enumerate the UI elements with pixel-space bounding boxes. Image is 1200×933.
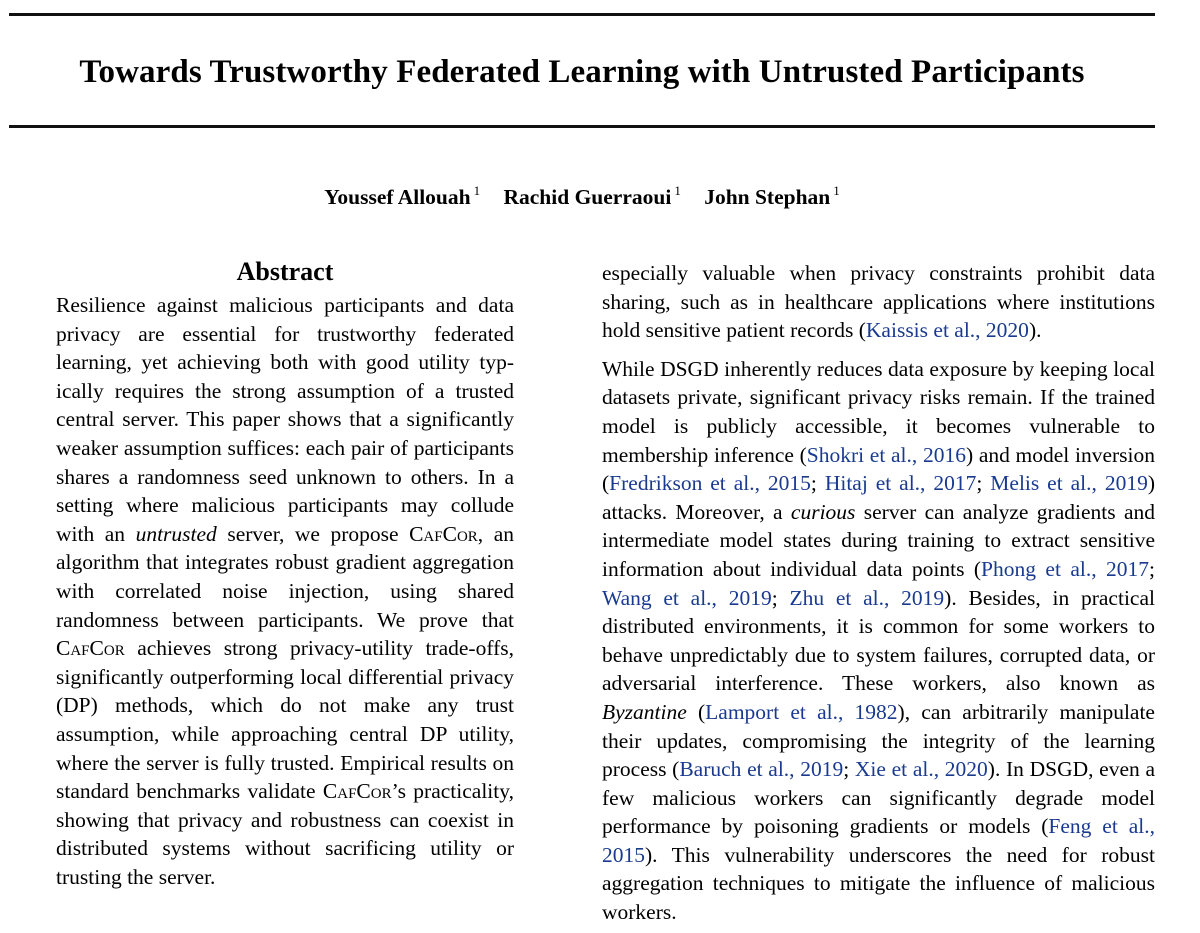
intro-paragraph-1 bbox=[602, 259, 1155, 345]
body-text: especially valuable when privacy constraints prohibit data sharing, such as in healthcare applications where institutions hold sensitive patient records ( bbox=[602, 261, 1155, 343]
abstract-text: server, we propose bbox=[216, 521, 410, 546]
algorithm-name: CafCor bbox=[56, 636, 125, 661]
body-text: While DSGD inherently reduces data exposure by keeping local datasets private, significant privacy risks remain. If the trained model is publicly accessible, it becomes vulnerable to membership inference ( bbox=[602, 356, 1155, 467]
body-emphasis: Byzantine bbox=[602, 699, 687, 724]
abstract-body bbox=[56, 291, 514, 891]
abstract-text: achieves strong privacy-utility trade-offs, significantly outperforming local differential privacy (DP) methods, which do not make any trust assumption, while approaching central DP utility, where the server is fully trusted. Empirical results on standard benchmarks validate bbox=[56, 636, 514, 804]
author-name: John Stephan bbox=[704, 185, 831, 209]
body-text: ; bbox=[1149, 556, 1155, 581]
body-text: ). In DSGD, even a few malicious workers can significantly degrade model performance by poisoning gradients or models ( bbox=[602, 757, 1155, 839]
citation-link[interactable]: Phong et al., 2017 bbox=[981, 556, 1149, 581]
title-rule-top bbox=[9, 13, 1155, 16]
author-name: Rachid Guerraoui bbox=[503, 185, 672, 209]
affiliation-mark: 1 bbox=[833, 183, 840, 198]
citation-link[interactable]: Xie et al., 2020 bbox=[854, 757, 988, 782]
citation-link[interactable]: Hitaj et al., 2017 bbox=[824, 471, 977, 496]
body-text: ; bbox=[810, 471, 825, 496]
author-list bbox=[0, 176, 1164, 212]
algorithm-name: CafCor bbox=[322, 779, 392, 804]
body-text: server can analyze gradients and intermediate model states during training to extract sensitive information about individual data points ( bbox=[602, 499, 1155, 581]
body-text: ). This vulnerability underscores the need for robust aggregation techniques to mitigate the influence of malicious workers. bbox=[602, 842, 1155, 925]
citation-link[interactable]: Zhu et al., 2019 bbox=[789, 585, 945, 610]
citation-link[interactable]: Feng et al., 2015 bbox=[602, 814, 1155, 867]
abstract-text: ’s practicality, showing that privacy and robustness can coexist in distributed systems without sacrificing utility or trusting the server. bbox=[56, 779, 514, 889]
citation-link[interactable]: Wang et al., 2019 bbox=[602, 585, 772, 610]
body-text: ( bbox=[686, 699, 706, 724]
body-text: ) attacks. Moreover, a bbox=[602, 471, 1155, 524]
citation-link[interactable]: Melis et al., 2019 bbox=[990, 471, 1148, 496]
citation-link[interactable]: Fredrikson et al., 2015 bbox=[609, 471, 811, 496]
intro-column bbox=[602, 259, 1155, 927]
citation-link[interactable]: Shokri et al., 2016 bbox=[806, 442, 966, 467]
author-1 bbox=[324, 176, 480, 212]
body-text: ). Besides, in practical distributed environments, it is common for some workers to behave unpredictably due to system failures, corrupted data, or adversarial interference. These workers, also known as bbox=[602, 585, 1155, 696]
intro-paragraph-2 bbox=[602, 355, 1155, 927]
body-text: ). bbox=[1028, 318, 1042, 343]
citation-link[interactable]: Kaissis et al., 2020 bbox=[865, 318, 1029, 343]
citation-link[interactable]: Baruch et al., 2019 bbox=[679, 757, 844, 782]
body-text: ; bbox=[976, 471, 991, 496]
abstract-heading: Abstract bbox=[236, 257, 334, 286]
title-rule-bottom bbox=[9, 125, 1155, 128]
body-text: ) and model inversion ( bbox=[602, 442, 1155, 496]
abstract-text: , an algorithm that integrates robust gradient aggregation with correlated noise injection, using shared randomness between participants. We prove that bbox=[56, 521, 514, 632]
algorithm-name: CafCor bbox=[409, 521, 478, 546]
affiliation-mark: 1 bbox=[674, 183, 681, 198]
affiliation-mark: 1 bbox=[473, 183, 481, 198]
author-2 bbox=[503, 176, 680, 212]
paper-title: Towards Trustworthy Federated Learning with Untrusted Participants bbox=[79, 54, 1085, 90]
body-text: ; bbox=[843, 757, 855, 782]
body-text: ), can arbitrarily manipulate their updates, compromising the integrity of the learning process ( bbox=[602, 699, 1155, 782]
body-emphasis: curious bbox=[790, 499, 856, 524]
body-text: ; bbox=[771, 585, 790, 610]
citation-link[interactable]: Lamport et al., 1982 bbox=[705, 699, 898, 724]
author-3 bbox=[704, 176, 840, 212]
abstract-text: Resilience against malicious participants and data privacy are essential for trustworthy federated learning, yet achieving both with good utility typically requires the strong assumption of a trusted central server. This paper shows that a significantly weaker assumption suffices: each pair of participants shares a randomness seed unknown to others. In a setting where malicious participants may collude with an bbox=[56, 293, 514, 546]
author-name: Youssef Allouah bbox=[324, 185, 471, 209]
abstract-emphasis: untrusted bbox=[135, 521, 217, 546]
